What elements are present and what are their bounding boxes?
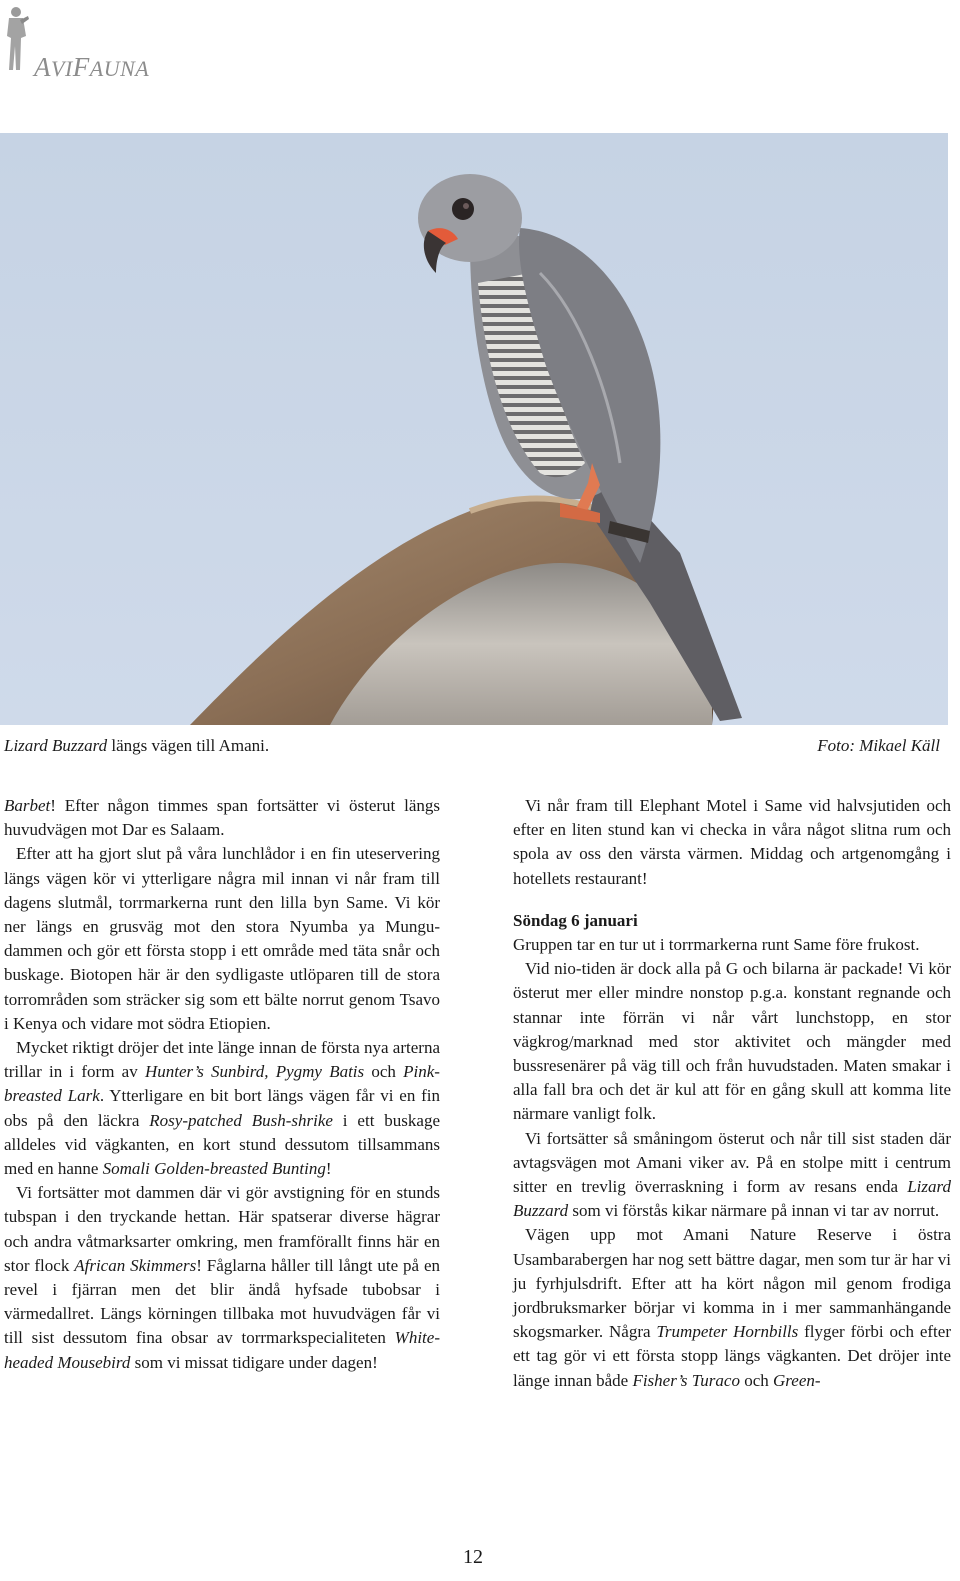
- paragraph: Vi når fram till Elephant Motel i Same vid halvsjutiden och efter en liten stund kan vi checka in våra något slitna rum och spola av oss den värsta värmen. Middag och artgenomgång i hotellets restaurant!: [513, 796, 951, 888]
- left-text-column: [4, 794, 440, 1375]
- paragraph: Efter att ha gjort slut på våra lunchlådor i en fin uteservering längs vägen kör vi ytterligare några mil innan vi når fram till dagens slutmål, torrmarkerna runt den lilla byn Same. Vi kör ner längs en grusväg mot den stora Nyumba ya Mungu-dammen och gör ett första stopp i ett område med täta snår och buskage. Biotopen här är den sydligaste utlöparen till de stora torrområden som sträcker sig som ett bälte norrut genom Tsavo i Kenya och vidare mot södra Etiopien.: [4, 844, 440, 1033]
- photo-caption: Lizard Buzzard längs vägen till Amani.: [4, 736, 270, 755]
- avifauna-logo: [4, 6, 204, 82]
- logo-wordmark: AVIFAUNA: [34, 52, 150, 82]
- paragraph: Vid nio-tiden är dock alla på G och bilarna är packade! Vi kör österut mer eller mindre nonstop p.g.a. konstant regnande och stannar inte förrän vi når vårt lunchstopp, en stor vägkrog/marknad med stor aktivitet och mängder med bussresenärer på väg till och från huvudstaden. Maten smakar i alla fall bra och det är kul att för en gång skull att komma lite närmare vanligt folk.: [513, 959, 951, 1124]
- paragraph: Vi fortsätter mot dammen där vi gör avstigning för en stunds tubspan i den tryckande hettan. Här spatserar diverse hägrar och andra våtmarksarter omkring, men framförallt finns här en stor flock African Skimmers! Fåglarna håller till långt ute på en revel i fjärran men det blir ändå hyfsade tubobsar i värmedallret. Längs körningen tillbaka mot huvudvägen får vi till sist dessutom fina obsar av torrmarkspecialiteten White-headed Mousebird som vi missat tidigare under dagen!: [4, 1183, 441, 1372]
- paragraph: Mycket riktigt dröjer det inte länge innan de första nya arterna trillar in i form av Hunter’s Sunbird, Pygmy Batis och Pink-breasted Lark. Ytterligare en bit bort längs vägen får vi en fin obs på den läckra Rosy-patched Bush-shrike i ett buskage alldeles vid vägkanten, en kort stund dessutom tillsammans med en hanne Somali Golden-breasted Bunting!: [4, 1038, 441, 1179]
- photo-credit: Foto: Mikael Käll: [817, 736, 940, 755]
- paragraph: Barbet! Efter någon timmes span fortsätter vi österut längs huvudvägen mot Dar es Salaam.: [4, 796, 440, 840]
- right-text-column: [513, 794, 951, 1393]
- day-heading: Söndag 6 januari: [513, 910, 638, 930]
- paragraph: Gruppen tar en tur ut i torrmarkerna runt Same före frukost.: [513, 935, 920, 955]
- lizard-buzzard-photo: [0, 133, 948, 725]
- page-number: 12: [463, 1546, 483, 1568]
- paragraph: Vägen upp mot Amani Nature Reserve i östra Usambarabergen har nog sett bättre dagar, men som tur är har vi ju fyrhjulsdrift. Efter att ha kört någon mil genom frodiga jordbruksmarker börjar vi komma in i mer sammanhängande skogsmarker. Några Trumpeter Hornbills flyger förbi och efter ett tag gör vi ett första stopp längs vägkanten. Det dröjer inte länge innan både Fisher’s Turaco och Green-: [513, 1225, 951, 1390]
- birdwatcher-icon: [4, 6, 30, 72]
- paragraph: Vi fortsätter så småningom österut och når till sist staden där avtagsvägen mot Amani viker av. På en stolpe mitt i centrum sitter en trevlig överraskning i form av resans enda Lizard Buzzard som vi förstås kikar närmare på innan vi tar av norrut.: [513, 1128, 951, 1221]
